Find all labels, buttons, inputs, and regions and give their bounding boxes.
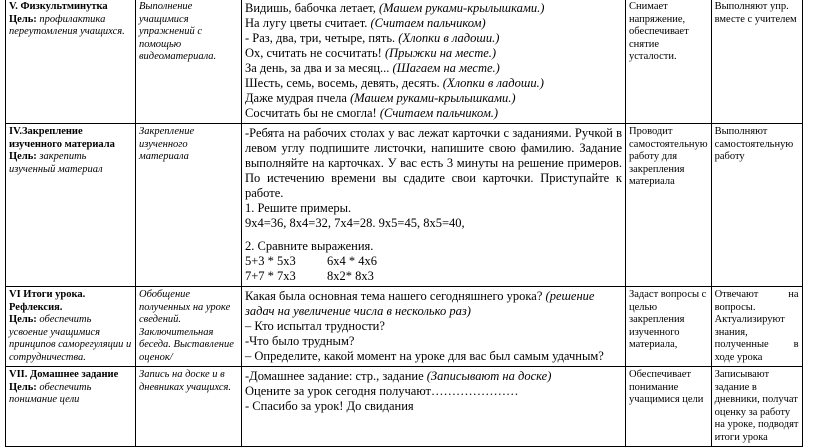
stage-title: IV.Закрепление изученного материала — [9, 126, 115, 150]
teacher-cell — [711, 287, 802, 367]
summary-line: -Что было трудным? — [245, 334, 355, 348]
teacher-cell — [711, 0, 802, 124]
teacher-text: Выполняют самостоятельную работу — [714, 126, 794, 162]
student-activity-cell — [136, 0, 242, 124]
poem-line: Ох, считать не сосчитать! (Прыжки на месте.) — [245, 46, 497, 60]
task2-line: 5+3 * 5х3 6х4 * 4х6 — [245, 254, 378, 268]
task2-title: 2. Сравните выражения. — [245, 239, 374, 253]
summary-line: – Определите, какой момент на уроке для вас был самым удачным? — [245, 349, 604, 363]
result-text: Обеспечивает понимание учащимися цели — [629, 369, 704, 405]
goal-label: Цель: — [9, 381, 37, 393]
teacher-text: Отвечают на вопросы. Актуализируют знания, полученные в ходе урока — [714, 289, 799, 363]
stage-title: VII. Домашнее задание — [9, 369, 119, 380]
poem-line: Сосчитать бы не смогла! (Считаем пальчиком.) — [245, 106, 499, 120]
result-text: Снимает напряжение, обеспечивает снятие усталости. — [629, 1, 689, 62]
poem-line: Видишь, бабочка летает, (Машем руками-крылышками.) — [245, 1, 545, 15]
homework-line: -Домашнее задание: стр., задание (Записывают на доске) — [245, 369, 552, 383]
content-cell — [242, 0, 626, 124]
task2-line: 7+7 * 7х3 8х2* 8х3 — [245, 269, 374, 283]
poem-line: Даже мудрая пчела (Машем руками-крылышками.) — [245, 91, 516, 105]
student-activity-text: Обобщение полученных на уроке сведений. Заключительная беседа. Выставление оценок/ — [139, 289, 234, 363]
result-cell — [626, 367, 712, 447]
table-row-homework — [6, 367, 803, 447]
student-activity-cell — [136, 287, 242, 367]
stage-title: V. Физкультминутка — [9, 1, 108, 12]
goal-text: закрепить изученный материал — [9, 151, 103, 175]
rate-line: Оцените за урок сегодня получают………………… — [245, 384, 519, 398]
teacher-cell — [711, 124, 802, 287]
poem-line: За день, за два и за месяц... (Шагаем на месте.) — [245, 61, 500, 75]
table-row-summary — [6, 287, 803, 367]
goal-text: обеспечить понимание цели — [9, 381, 92, 405]
student-activity-cell — [136, 124, 242, 287]
task1-examples: 9х4=36, 8х4=32, 7х4=28. 9х5=45, 8х5=40, — [245, 216, 465, 230]
stage-cell — [6, 287, 136, 367]
result-text: Проводит самостоятельную работу для закрепления материала — [629, 126, 708, 187]
goal-label: Цель: — [9, 314, 37, 325]
stage-cell — [6, 367, 136, 447]
goal-text: обеспечить усвоение учащимися принципов саморегуляции и сотрудничества. — [9, 314, 132, 363]
teacher-text: Выполняют упр. вместе с учителем — [714, 1, 797, 25]
lesson-plan-table — [5, 0, 803, 447]
teacher-text: Записывают задание в дневники, получат оценку за работу на уроке, подводят итоги урока — [714, 369, 799, 443]
goal-label: Цель: — [9, 151, 37, 162]
summary-line: – Кто испытал трудности? — [245, 319, 385, 333]
result-cell — [626, 124, 712, 287]
summary-question: Какая была основная тема нашего сегодняшнего урока? (решение задач на увеличение числа в несколько раз) — [245, 289, 595, 318]
teacher-cell — [711, 367, 802, 447]
student-activity-cell — [136, 367, 242, 447]
stage-title: VI Итоги урока. Рефлексия. — [9, 289, 86, 313]
poem-line: Шесть, семь, восемь, девять, десять. (Хлопки в ладоши.) — [245, 76, 544, 90]
content-cell — [242, 367, 626, 447]
student-activity-text: Закрепление изученного материала — [139, 126, 195, 162]
stage-cell — [6, 124, 136, 287]
result-cell — [626, 0, 712, 124]
stage-cell — [6, 0, 136, 124]
goodbye-line: - Спасибо за урок! До свидания — [245, 399, 414, 413]
table-row-physical-exercise — [6, 0, 803, 124]
table-row-consolidation — [6, 124, 803, 287]
result-cell — [626, 287, 712, 367]
poem-line: На лугу цветы считает. (Считаем пальчиком) — [245, 16, 486, 30]
student-activity-text: Выполнение учащимися упражнений с помощью видеоматериала. — [139, 1, 217, 62]
task-intro: -Ребята на рабочих столах у вас лежат карточки с заданиями. Ручкой в левом углу подпишите листочки, напишите свою фамилию. Задание выполняйте на карточках. У вас есть 3 минуты на решение примеров. По истечению времени вы сдадите свои карточки. Приступайте к работе. — [245, 126, 622, 200]
poem-line: - Раз, два, три, четыре, пять. (Хлопки в ладоши.) — [245, 31, 500, 45]
task1-title: 1. Решите примеры. — [245, 201, 352, 215]
result-text: Задаст вопросы с целью закрепления изученного материала, — [629, 289, 707, 350]
content-cell — [242, 124, 626, 287]
content-cell — [242, 287, 626, 367]
goal-text: профилактика переутомления учащихся. — [9, 13, 125, 37]
student-activity-text: Запись на доске и в дневниках учащихся. — [139, 369, 232, 393]
goal-label: Цель: — [9, 13, 37, 25]
